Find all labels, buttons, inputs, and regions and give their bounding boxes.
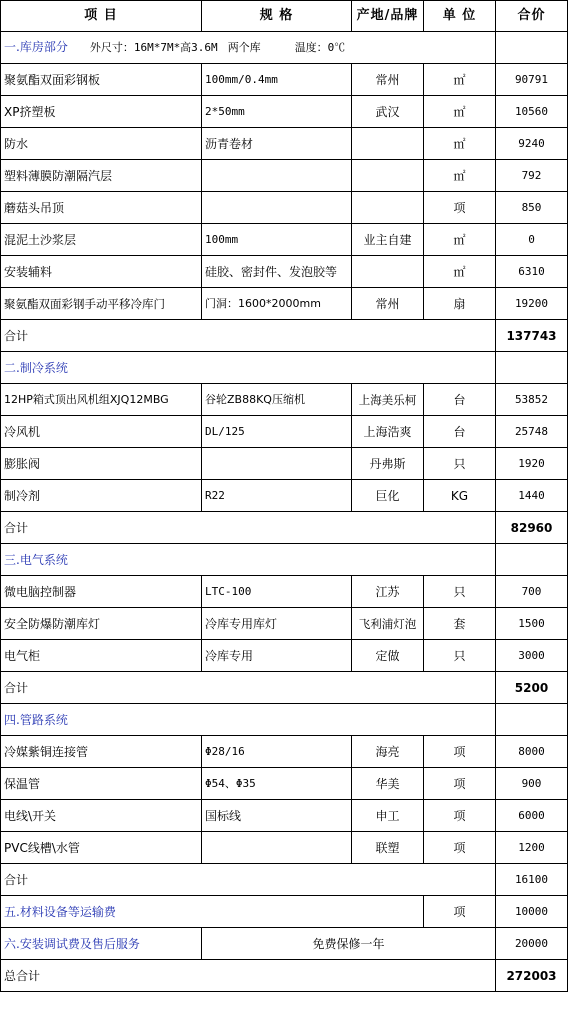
item-origin: 申工	[352, 800, 424, 832]
subtotal-row	[1, 864, 568, 896]
subtotal-value: 82960	[496, 512, 568, 544]
item-spec: R22	[202, 480, 352, 512]
item-name: 安全防爆防潮库灯	[1, 608, 202, 640]
item-name: 电气柜	[1, 640, 202, 672]
grand-total-row	[1, 960, 568, 992]
item-price: 25748	[496, 416, 568, 448]
section-row	[1, 544, 568, 576]
table-row	[1, 640, 568, 672]
section-title-cell	[1, 352, 496, 384]
item-spec: 国标线	[202, 800, 352, 832]
header-spec: 规 格	[202, 1, 352, 32]
item-price: 8000	[496, 736, 568, 768]
item-price: 1440	[496, 480, 568, 512]
item-spec: 冷库专用	[202, 640, 352, 672]
item-unit: 扇	[424, 288, 496, 320]
subtotal-label: 合计	[1, 320, 496, 352]
item-price: 6000	[496, 800, 568, 832]
section-title-cell	[1, 704, 496, 736]
item-unit: 只	[424, 640, 496, 672]
table-row	[1, 736, 568, 768]
table-row	[1, 256, 568, 288]
item-origin	[352, 160, 424, 192]
section-title: 三.电气系统	[4, 552, 68, 567]
item-price: 53852	[496, 384, 568, 416]
item-price: 792	[496, 160, 568, 192]
item-unit: 台	[424, 416, 496, 448]
item-price: 20000	[496, 928, 568, 960]
section-row	[1, 896, 568, 928]
item-name: 膨胀阀	[1, 448, 202, 480]
item-price: 1920	[496, 448, 568, 480]
room-temperature: 温度：0℃	[294, 41, 346, 54]
item-spec: 2*50mm	[202, 96, 352, 128]
item-spec: LTC-100	[202, 576, 352, 608]
subtotal-value: 137743	[496, 320, 568, 352]
item-name: PVC线槽\水管	[1, 832, 202, 864]
item-spec: 100mm/0.4mm	[202, 64, 352, 96]
item-unit: 项	[424, 736, 496, 768]
item-spec: Φ54、Φ35	[202, 768, 352, 800]
section-title-cell	[1, 544, 496, 576]
item-origin: 武汉	[352, 96, 424, 128]
item-spec: 沥青卷材	[202, 128, 352, 160]
item-unit: 项	[424, 768, 496, 800]
item-origin: 江苏	[352, 576, 424, 608]
item-name: XP挤塑板	[1, 96, 202, 128]
item-name: 冷风机	[1, 416, 202, 448]
table-row	[1, 64, 568, 96]
item-unit: 只	[424, 576, 496, 608]
item-spec: 谷轮ZB88KQ压缩机	[202, 384, 352, 416]
grand-total-value: 272003	[496, 960, 568, 992]
table-row	[1, 288, 568, 320]
item-price: 1200	[496, 832, 568, 864]
item-name: 电线\开关	[1, 800, 202, 832]
item-name: 聚氨酯双面彩钢板	[1, 64, 202, 96]
section-title-cell	[1, 32, 496, 64]
item-name: 冷媒紫铜连接管	[1, 736, 202, 768]
item-spec: 冷库专用库灯	[202, 608, 352, 640]
section-title-cell	[1, 896, 424, 928]
section-row	[1, 928, 568, 960]
table-row	[1, 608, 568, 640]
subtotal-value: 5200	[496, 672, 568, 704]
table-row	[1, 576, 568, 608]
item-name: 保温管	[1, 768, 202, 800]
item-unit: 套	[424, 608, 496, 640]
section-row	[1, 352, 568, 384]
section-title: 四.管路系统	[4, 712, 68, 727]
item-price: 10000	[496, 896, 568, 928]
item-price: 900	[496, 768, 568, 800]
item-price: 10560	[496, 96, 568, 128]
item-unit: 项	[424, 800, 496, 832]
table-row	[1, 224, 568, 256]
item-name: 安装辅料	[1, 256, 202, 288]
header-unit: 单 位	[424, 1, 496, 32]
item-unit: 项	[424, 192, 496, 224]
item-name: 混泥土沙浆层	[1, 224, 202, 256]
item-price: 1500	[496, 608, 568, 640]
item-name: 防水	[1, 128, 202, 160]
item-name: 12HP箱式顶出风机组XJQ12MBG	[1, 384, 202, 416]
item-name: 制冷剂	[1, 480, 202, 512]
item-spec	[202, 448, 352, 480]
item-origin: 定做	[352, 640, 424, 672]
item-price: 700	[496, 576, 568, 608]
item-spec: DL/125	[202, 416, 352, 448]
item-origin	[352, 256, 424, 288]
item-origin: 上海浩爽	[352, 416, 424, 448]
header-item: 项 目	[1, 1, 202, 32]
subtotal-row	[1, 672, 568, 704]
item-unit: ㎡	[424, 96, 496, 128]
item-origin: 华美	[352, 768, 424, 800]
item-origin: 巨化	[352, 480, 424, 512]
item-origin: 上海美乐柯	[352, 384, 424, 416]
section-row	[1, 32, 568, 64]
subtotal-label: 合计	[1, 672, 496, 704]
section-title: 二.制冷系统	[4, 360, 68, 375]
table-row	[1, 192, 568, 224]
item-spec: 硅胶、密封件、发泡胶等	[202, 256, 352, 288]
item-origin: 常州	[352, 64, 424, 96]
item-origin	[352, 192, 424, 224]
section-title-cell	[1, 928, 202, 960]
item-spec: 门洞：1600*2000mm	[202, 288, 352, 320]
room-count: 两个库	[227, 41, 261, 54]
item-unit: ㎡	[424, 256, 496, 288]
item-price: 0	[496, 224, 568, 256]
table-row	[1, 384, 568, 416]
subtotal-label: 合计	[1, 864, 496, 896]
item-name: 聚氨酯双面彩钢手动平移冷库门	[1, 288, 202, 320]
item-unit: 台	[424, 384, 496, 416]
item-unit: 项	[424, 896, 496, 928]
item-unit: ㎡	[424, 160, 496, 192]
item-unit: ㎡	[424, 224, 496, 256]
header-row	[1, 1, 568, 32]
item-name: 塑料薄膜防潮隔汽层	[1, 160, 202, 192]
table-row	[1, 128, 568, 160]
subtotal-row	[1, 512, 568, 544]
item-spec	[202, 192, 352, 224]
section-title: 五.材料设备等运输费	[4, 904, 116, 919]
item-unit: KG	[424, 480, 496, 512]
grand-total-label: 总合计	[1, 960, 496, 992]
item-unit: 只	[424, 448, 496, 480]
item-unit: ㎡	[424, 64, 496, 96]
item-origin: 海亮	[352, 736, 424, 768]
item-spec	[202, 832, 352, 864]
item-price: 19200	[496, 288, 568, 320]
item-price: 90791	[496, 64, 568, 96]
section-title: 六.安装调试费及售后服务	[4, 936, 140, 951]
table-row	[1, 160, 568, 192]
item-spec	[202, 160, 352, 192]
room-size: 外尺寸：16M*7M*高3.6M	[89, 41, 218, 54]
header-origin: 产地/品牌	[352, 1, 424, 32]
table-row	[1, 96, 568, 128]
subtotal-value: 16100	[496, 864, 568, 896]
table-row	[1, 800, 568, 832]
table-row	[1, 832, 568, 864]
subtotal-label: 合计	[1, 512, 496, 544]
item-origin	[352, 128, 424, 160]
section-row	[1, 704, 568, 736]
item-name: 微电脑控制器	[1, 576, 202, 608]
item-spec: Φ28/16	[202, 736, 352, 768]
warranty-note: 免费保修一年	[202, 928, 496, 960]
item-price: 850	[496, 192, 568, 224]
item-spec: 100mm	[202, 224, 352, 256]
section-title: 一.库房部分	[4, 40, 68, 54]
item-origin: 业主自建	[352, 224, 424, 256]
item-origin: 联塑	[352, 832, 424, 864]
item-origin: 常州	[352, 288, 424, 320]
item-price: 3000	[496, 640, 568, 672]
item-name: 蘑菇头吊顶	[1, 192, 202, 224]
item-origin: 飞利浦灯泡	[352, 608, 424, 640]
item-origin: 丹弗斯	[352, 448, 424, 480]
table-row	[1, 448, 568, 480]
item-price: 9240	[496, 128, 568, 160]
item-unit: ㎡	[424, 128, 496, 160]
table-row	[1, 480, 568, 512]
header-price: 合价	[496, 1, 568, 32]
table-row	[1, 768, 568, 800]
item-unit: 项	[424, 832, 496, 864]
item-price: 6310	[496, 256, 568, 288]
table-row	[1, 416, 568, 448]
subtotal-row	[1, 320, 568, 352]
